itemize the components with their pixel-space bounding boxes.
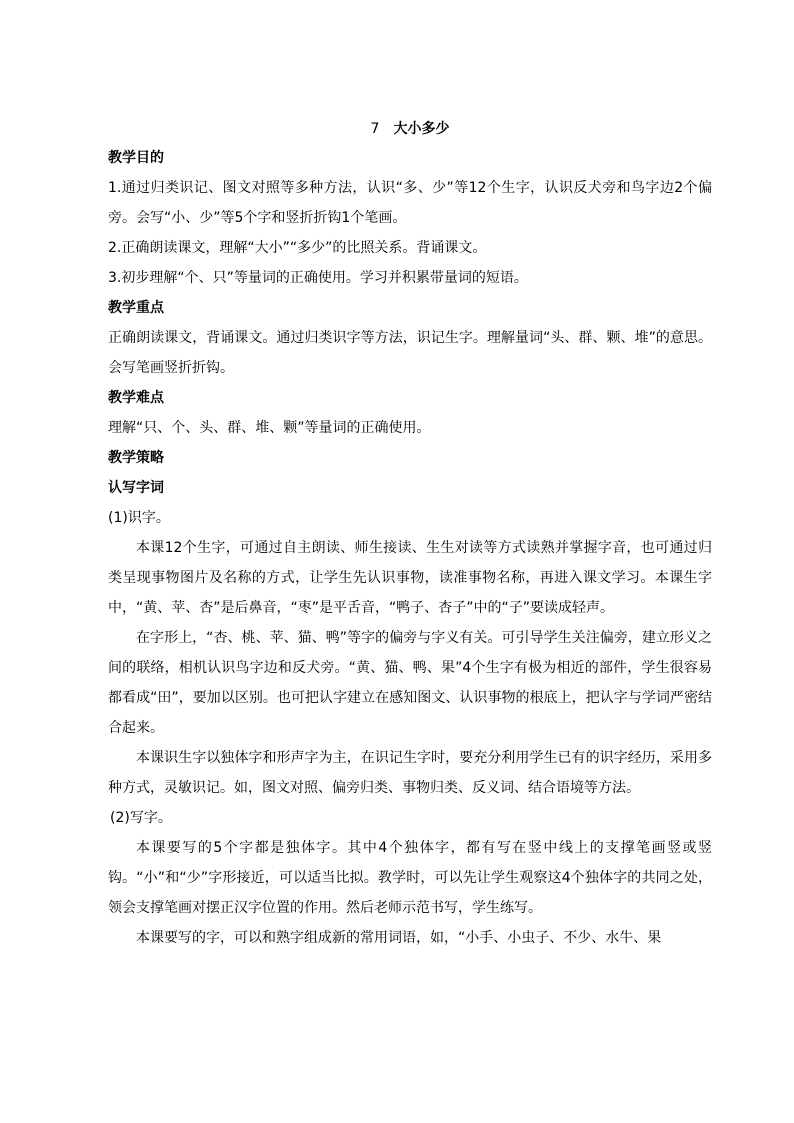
sub-heading-recognize: (1)识字。 (108, 510, 170, 526)
difficulty-heading: 教学难点 (108, 390, 164, 406)
lesson-number: 7 (370, 121, 380, 137)
difficulty-text: 理解“只、个、头、群、堆、颗”等量词的正确使用。 (108, 420, 431, 436)
paragraph-5: 本课要写的字，可以和熟字组成新的常用词语，如，“小手、小虫子、不少、水牛、果 (136, 930, 662, 946)
key-heading: 教学重点 (108, 300, 164, 316)
document-page (108, 115, 712, 953)
paragraph-1: 本课12个生字，可通过自主朗读、师生接读、生生对读等方式读熟并掌握字音，也可通过归类呈现事物图片及名称的方式，让学生先认识事物，读准事物名称，再进入课文学习。本课生字中，“黄、苹、杏”是后鼻音，“枣”是平舌音，“鸭子、杏子”中的“子”要读成轻声。 (108, 540, 712, 616)
lesson-title-text: 大小多少 (393, 121, 450, 137)
lesson-title (108, 115, 712, 143)
goal-2: 2.正确朗读课文，理解“大小”“多少”的比照关系。背诵课文。 (108, 240, 487, 256)
paragraph-2: 在字形上，“杏、桃、苹、猫、鸭”等字的偏旁与字义有关。可引导学生关注偏旁，建立形义之间的联络，相机认识鸟字边和反犬旁。“黄、猫、鸭、果”4个生字有极为相近的部件，学生很容易都看成“田”，要加以区别。也可把认字建立在感知图文、认识事物的根底上，把认字与学词严密结合起来。 (108, 630, 712, 736)
paragraph-4: 本课要写的5个字都是独体字。其中4个独体字，都有写在竖中线上的支撑笔画竖或竖钩。“小”和“少”字形接近，可以适当比拟。教学时，可以先让学生观察这4个独体字的共同之处，领会支撑笔画对摆正汉字位置的作用。然后老师示范书写，学生练写。 (108, 840, 712, 916)
paragraph-3: 本课识生字以独体字和形声字为主，在识记生字时，要充分利用学生已有的识字经历，采用多种方式，灵敏识记。如，图文对照、偏旁归类、事物归类、反义词、结合语境等方法。 (108, 750, 712, 796)
goals-heading: 教学目的 (108, 150, 164, 166)
goal-3: 3.初步理解“个、只”等量词的正确使用。学习并积累带量词的短语。 (108, 270, 528, 286)
strategy-heading: 教学策略 (108, 450, 164, 466)
key-text: 正确朗读课文，背诵课文。通过归类识字等方法，识记生字。理解量词“头、群、颗、堆”的意思。会写笔画竖折折钩。 (108, 330, 712, 376)
sub-heading-write: (2)写字。 (110, 810, 172, 826)
goal-1: 1.通过归类识记、图文对照等多种方法，认识“多、少”等12个生字，认识反犬旁和鸟字边2个偏旁。会写“小、少”等5个字和竖折折钩1个笔画。 (108, 180, 712, 226)
write-heading: 认写字词 (108, 480, 164, 496)
